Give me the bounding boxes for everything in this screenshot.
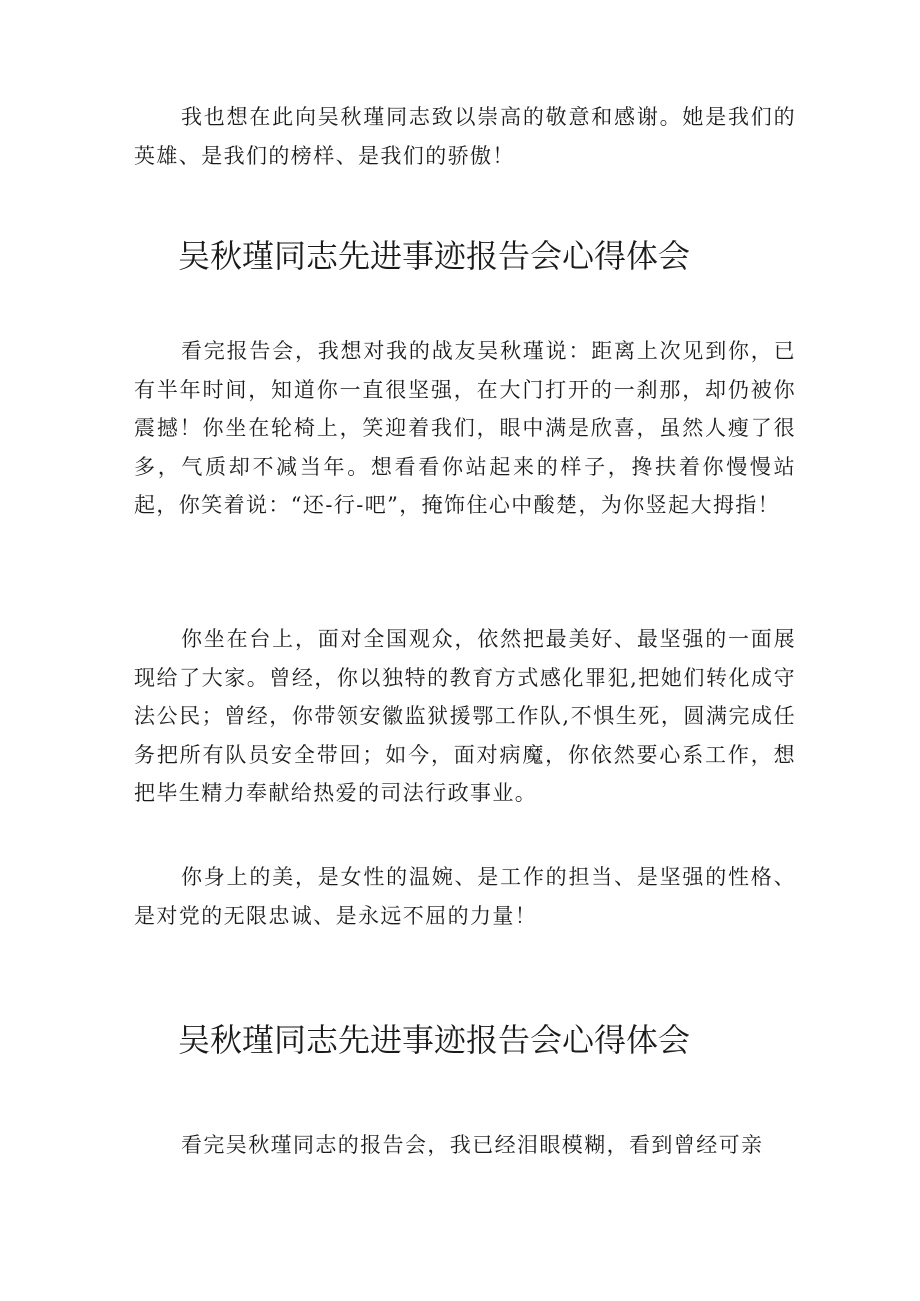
paragraph-her-beauty: 你身上的美，是女性的温婉、是工作的担当、是坚强的性格、是对党的无限忠诚、是永远不屈的力量！ bbox=[134, 865, 796, 928]
section-heading-1: 吴秋瑾同志先进事迹报告会心得体会 bbox=[178, 237, 691, 275]
paragraph-tribute: 我也想在此向吴秋瑾同志致以崇高的敬意和感谢。她是我们的英雄、是我们的榜样、是我们的骄傲！ bbox=[134, 105, 796, 168]
paragraph-on-stage: 你坐在台上，面对全国观众，依然把最美好、最坚强的一面展现给了大家。曾经，你以独特的教育方式感化罪犯,把她们转化成守法公民；曾经，你带领安徽监狱援鄂工作队,不惧生死，圆满完成任务把所有队员安全带回；如今，面对病魔，你依然要心系工作，想把毕生精力奉献给热爱的司法行政事业。 bbox=[134, 627, 796, 805]
paragraph-after-report: 看完吴秋瑾同志的报告会，我已经泪眼模糊，看到曾经可亲 bbox=[181, 1133, 764, 1157]
paragraph-meeting-comrade: 看完报告会，我想对我的战友吴秋瑾说：距离上次见到你，已有半年时间，知道你一直很坚强，在大门打开的一刹那，却仍被你震撼！你坐在轮椅上，笑迎着我们，眼中满是欣喜，虽然人瘦了很多，气质却不减当年。想看看你站起来的样子，搀扶着你慢慢站起，你笑着说：“还-行-吧”，掩饰住心中酸楚，为你竖起大拇指！ bbox=[134, 339, 796, 517]
section-heading-2: 吴秋瑾同志先进事迹报告会心得体会 bbox=[178, 1021, 691, 1059]
